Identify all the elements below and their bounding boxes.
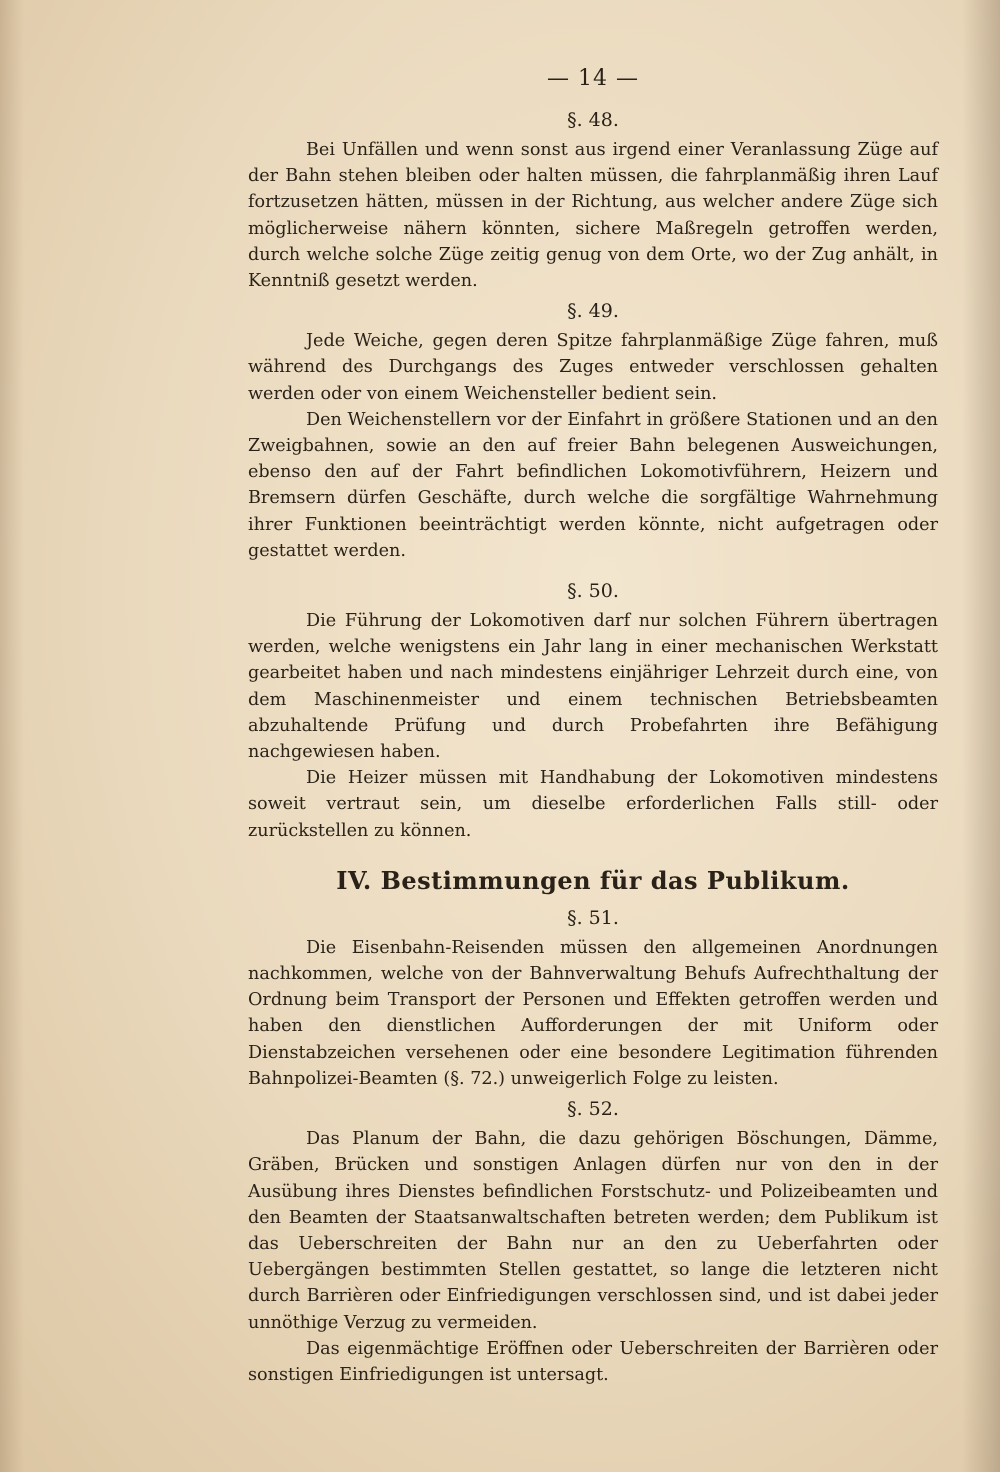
section-number: §. 51. [567,906,619,929]
paragraph: Den Weichenstellern vor der Einfahrt in größere Stationen und an den Zweigbahnen, sowie an den auf freier Bahn belegenen Ausweichungen, ebenso den auf der Fahrt befindlichen Lokomotivführern, Heizern und Bremsern dürfen Geschäfte, durch welche die sorgfältige Wahrnehmung ihrer Funktionen beeinträchtigt werden könnte, nicht aufgetragen oder gestattet werden. [248,409,938,561]
paragraph: Die Eisenbahn-Reisenden müssen den allgemeinen Anordnungen nachkommen, welche von der Bahnverwaltung Behufs Aufrechthaltung der Ordnung beim Transport der Personen und Effekten getroffen werden und haben den dienstlichen Aufforderungen der mit Uniform oder Dienstabzeichen versehenen oder eine besondere Legitimation führenden Bahnpolizei-Beamten (§. 72.) unweigerlich Folge zu leisten. [248,937,938,1089]
section-52 [248,1098,938,1388]
page-content [248,66,938,1388]
section-50 [248,580,938,844]
paragraph: Die Heizer müssen mit Handhabung der Lokomotiven mindestens soweit vertraut sein, um dieselbe erforderlichen Falls still- oder zurückstellen zu können. [248,768,938,841]
section-49 [248,300,938,564]
page-right-shadow [962,0,1000,1472]
paragraph: Das eigenmächtige Eröffnen oder Ueberschreiten der Barrièren oder sonstigen Einfriedigungen ist untersagt. [248,1338,938,1385]
section-number: §. 49. [567,300,619,323]
paragraph: Das Planum der Bahn, die dazu gehörigen Böschungen, Dämme, Gräben, Brücken und sonstigen Anlagen dürfen nur von den in der Ausübung ihres Dienstes befindlichen Forstschutz- und Polizeibeamten und den Beamten der Staatsanwaltschaften betreten werden; dem Publikum ist das Ueberschreiten der Bahn nur an den zu Ueberfahrten oder Uebergängen bestimmten Stellen gestattet, so lange die letzteren nicht durch Barrièren oder Einfriedigungen verschlossen sind, und ist dabei jeder unnöthige Verzug zu vermeiden. [248,1129,938,1333]
section-51 [248,907,938,1092]
chapter-heading: IV. Bestimmungen für das Publikum. [336,865,850,895]
paragraph: Die Führung der Lokomotiven darf nur solchen Führern übertragen werden, welche wenigstens ein Jahr lang in einer mechanischen Werkstatt gearbeitet haben und nach mindestens einjähriger Lehrzeit durch eine, von dem Maschinenmeister und einem technischen Betriebsbeamten abzuhaltende Prüfung und durch Probefahrten ihre Befähigung nachgewiesen haben. [248,611,938,763]
section-number: §. 50. [567,580,619,603]
paragraph: Jede Weiche, gegen deren Spitze fahrplanmäßige Züge fahren, muß während des Durchgangs des Zuges entweder verschlossen gehalten werden oder von einem Weichensteller bedient sein. [248,331,938,404]
page-left-shadow [0,0,24,1472]
section-48 [248,109,938,294]
page-number: — 14 — [547,66,639,91]
section-number: §. 48. [567,109,619,131]
section-number: §. 52. [567,1098,619,1121]
paragraph: Bei Unfällen und wenn sonst aus irgend einer Veranlassung Züge auf der Bahn stehen bleiben oder halten müssen, die fahrplanmäßig ihren Lauf fortzusetzen hätten, müssen in der Richtung, aus welcher andere Züge sich möglicherweise nähern könnten, sichere Maßregeln getroffen werden, durch welche solche Züge zeitig genug von dem Orte, wo der Zug anhält, in Kenntniß gesetzt werden. [248,140,938,292]
